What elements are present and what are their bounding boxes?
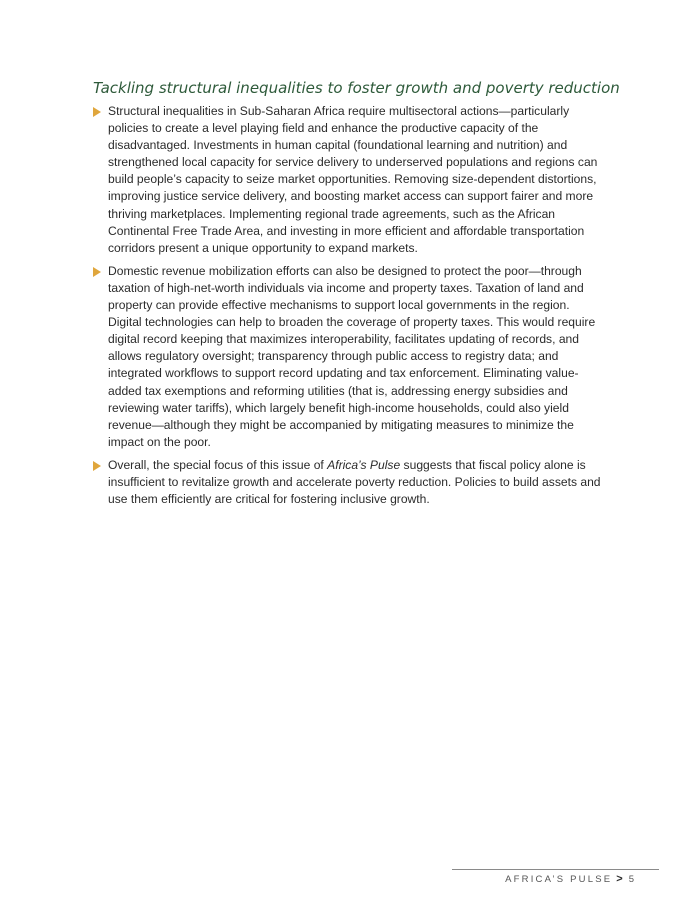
bullet-item bbox=[93, 263, 603, 451]
footer-publication-name: AFRICA’S PULSE bbox=[505, 874, 613, 885]
section-heading: Tackling structural inequalities to foster growth and poverty reduction bbox=[93, 79, 620, 97]
triangle-bullet-icon bbox=[93, 267, 101, 277]
bullet-list bbox=[93, 103, 603, 514]
bullet-text: Domestic revenue mobilization efforts can also be designed to protect the poor—through taxation of high-net-worth individuals via income and property taxes. Taxation of land and property can provide effective mechanisms to support local governments in the region. Digital technologies can help to broaden the coverage of property taxes. This would require digital record keeping that maximizes interoperability, facilitates updating of records, and allows regulatory oversight; transparency through public access to registry data; and integrated workflows to support record updating and tax enforcement. Eliminating value-added tax exemptions and reforming utilities (that is, addressing energy subsidies and reviewing water tariffs), which largely benefit high-income households, could also yield revenue—although they might be accompanied by mitigating measures to minimize the impact on the poor. bbox=[108, 263, 596, 449]
triangle-bullet-icon bbox=[93, 461, 101, 471]
page-footer bbox=[452, 873, 634, 886]
chevron-right-icon: > bbox=[616, 873, 623, 885]
bullet-item bbox=[93, 457, 603, 508]
triangle-bullet-icon bbox=[93, 107, 101, 117]
bullet-item bbox=[93, 103, 603, 257]
bullet-text: Structural inequalities in Sub-Saharan Africa require multisectoral actions—particularly policies to create a level playing field and enhance the productive capacity of the disadvantaged. Investments in human capital (foundational learning and nutrition) and strengthened local capacity for service delivery to underserved populations and regions can build people’s capacity to seize market opportunities. Removing size-dependent distortions, improving justice service delivery, and boosting market access can support fairer and more thriving marketplaces. Implementing regional trade agreements, such as the African Continental Free Trade Area, and investing in more efficient and affordable transportation corridors present a unique opportunity to expand markets. bbox=[108, 104, 598, 255]
publication-title-italic: Africa’s Pulse bbox=[327, 457, 401, 472]
footer-divider bbox=[452, 869, 659, 870]
bullet-text-before: Overall, the special focus of this issue of bbox=[108, 457, 328, 472]
page-number: 5 bbox=[628, 874, 634, 885]
bullet-text-after: suggests that fiscal policy alone is insufficient to revitalize growth and accelerate poverty reduction. Policies to build assets and use them efficiently are critical for fostering inclusive growth. bbox=[108, 457, 601, 507]
bullet-text bbox=[108, 458, 601, 506]
